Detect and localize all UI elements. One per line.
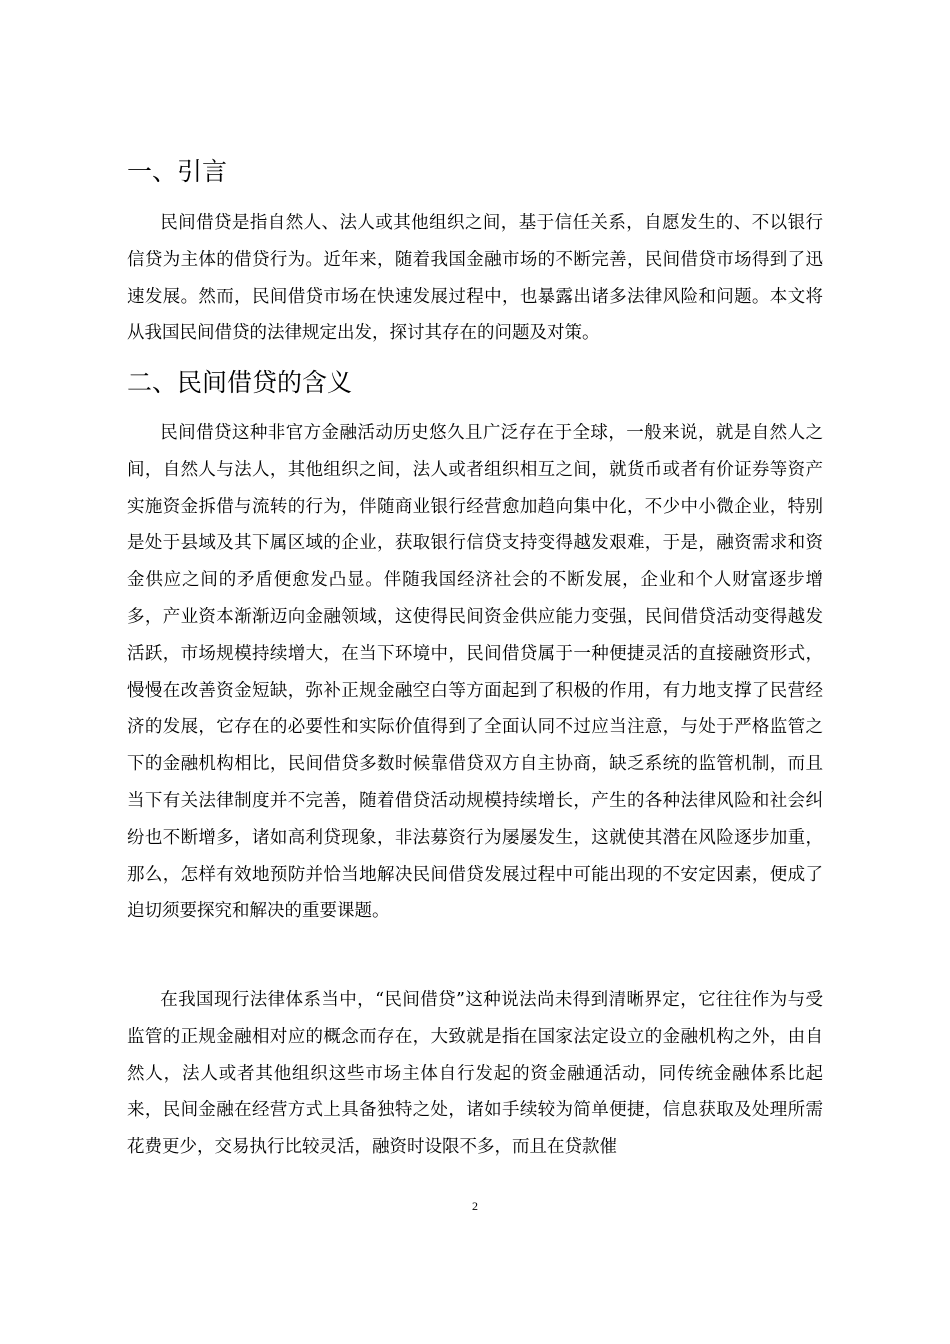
paragraph-introduction: 民间借贷是指自然人、法人或其他组织之间，基于信任关系，自愿发生的、不以银行信贷为主体的借贷行为。近年来，随着我国金融市场的不断完善，民间借贷市场得到了迅速发展。然而，民间借贷市场在快速发展过程中，也暴露出诸多法律风险和问题。本文将从我国民间借贷的法律规定出发，探讨其存在的问题及对策。 [127, 213, 823, 344]
page-number: 2 [472, 1199, 478, 1213]
paragraph-definition-2: 在我国现行法律体系当中，“民间借贷”这种说法尚未得到清晰界定，它往往作为与受监管的正规金融相对应的概念而存在，大致就是指在国家法定设立的金融机构之外，由自然人，法人或者其他组织这些市场主体自行发起的资金融通活动，同传统金融体系比起来，民间金融在经营方式上具备独特之处，诸如手续较为简单便捷，信息获取及处理所需花费更少，交易执行比较灵活，融资时设限不多，而且在贷款催 [127, 990, 823, 1158]
section-heading-introduction: 一、引言 [127, 157, 228, 186]
paragraph-definition-1: 民间借贷这种非官方金融活动历史悠久且广泛存在于全球，一般来说，就是自然人之间，自然人与法人，其他组织之间，法人或者组织相互之间，就货币或者有价证券等资产实施资金拆借与流转的行为，伴随商业银行经营愈加趋向集中化，不少中小微企业，特别是处于县域及其下属区域的企业，获取银行信贷支持变得越发艰难，于是，融资需求和资金供应之间的矛盾便愈发凸显。伴随我国经济社会的不断发展，企业和个人财富逐步增多，产业资本渐渐迈向金融领域，这使得民间资金供应能力变强，民间借贷活动变得越发活跃，市场规模持续增大，在当下环境中，民间借贷属于一种便捷灵活的直接融资形式，慢慢在改善资金短缺，弥补正规金融空白等方面起到了积极的作用，有力地支撑了民营经济的发展，它存在的必要性和实际价值得到了全面认同不过应当注意，与处于严格监管之下的金融机构相比，民间借贷多数时候靠借贷双方自主协商，缺乏系统的监管机制，而且当下有关法律制度并不完善，随着借贷活动规模持续增长，产生的各种法律风险和社会纠纷也不断增多，诸如高利贷现象，非法募资行为屡屡发生，这就使其潜在风险逐步加重，那么，怎样有效地预防并恰当地解决民间借贷发展过程中可能出现的不安定因素，便成了迫切须要探究和解决的重要课题。 [127, 423, 823, 922]
section-heading-definition: 二、民间借贷的含义 [127, 368, 353, 397]
